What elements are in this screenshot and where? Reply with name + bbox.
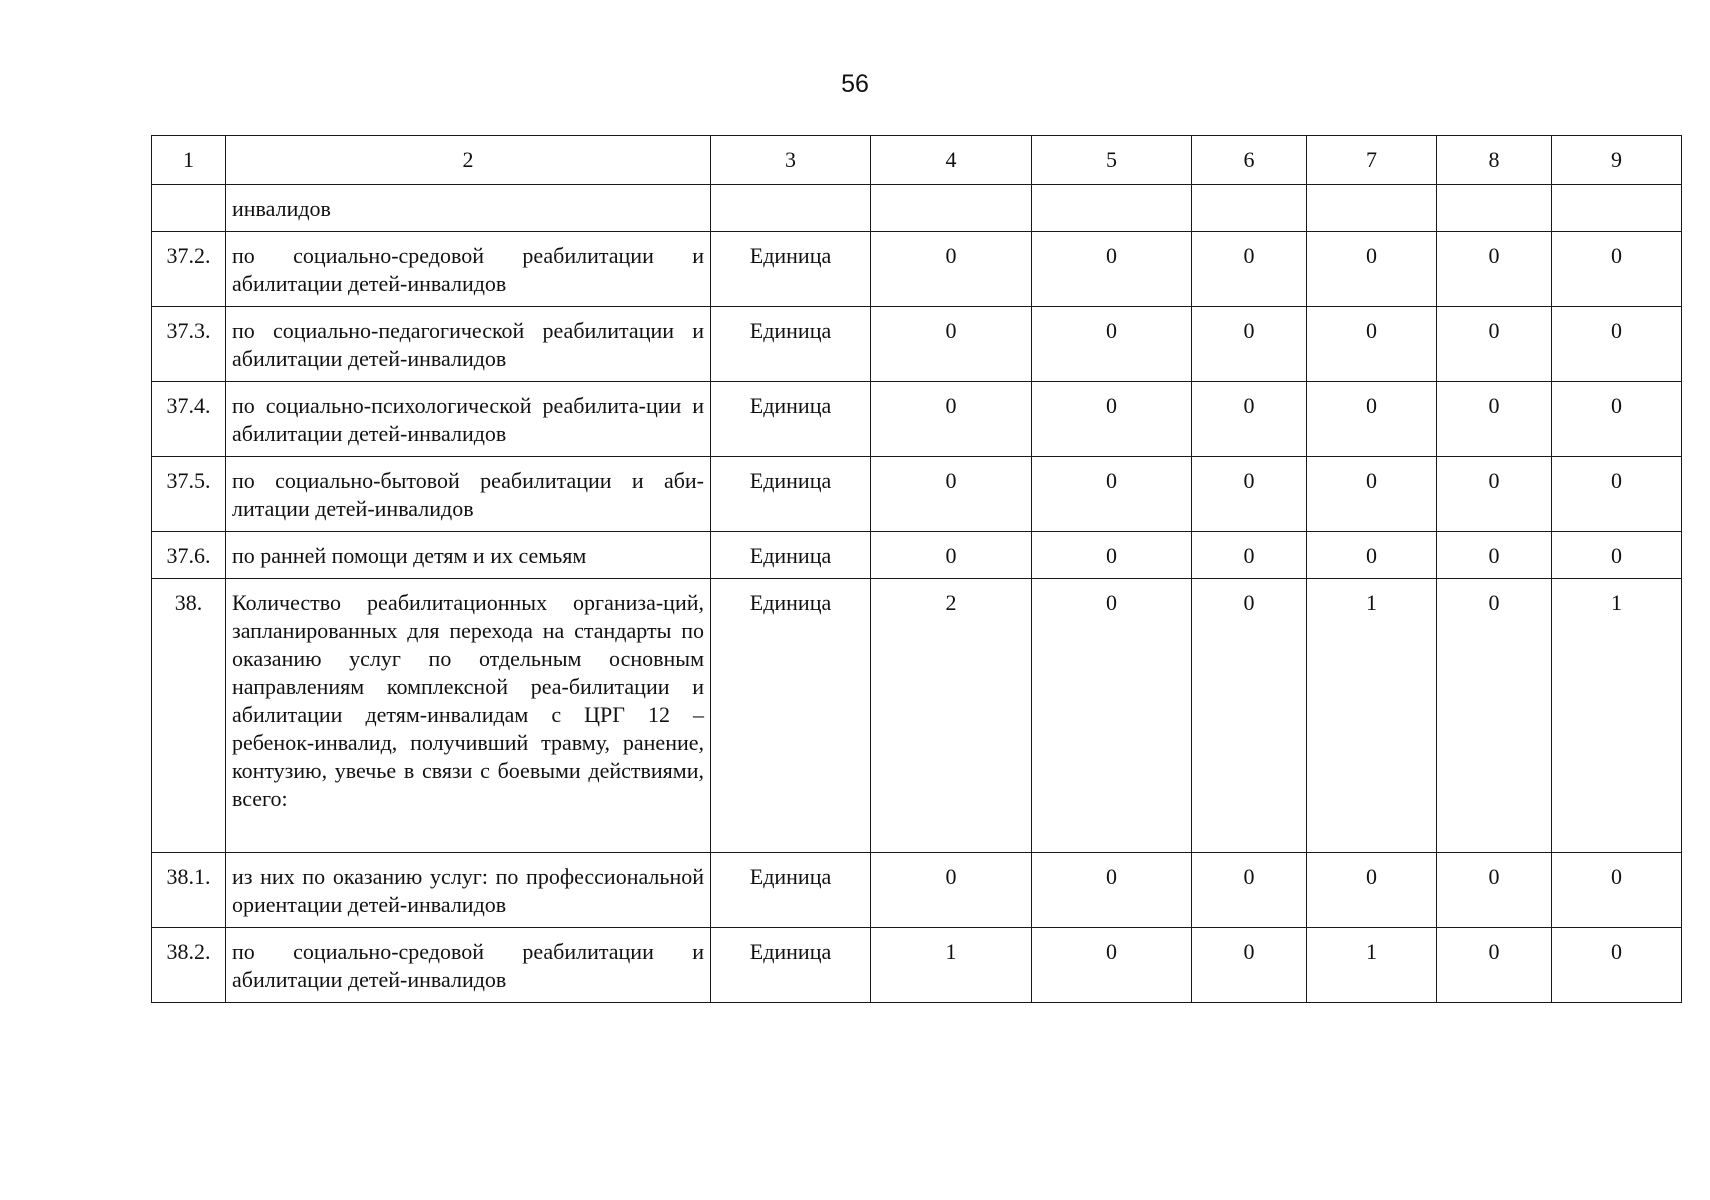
row-value: 0 [871, 307, 1032, 382]
row-value [1307, 185, 1437, 232]
row-unit [711, 185, 871, 232]
row-value: 1 [1307, 579, 1437, 853]
row-value: 0 [1192, 532, 1307, 579]
column-header: 7 [1307, 136, 1437, 185]
row-description: по социально-психологической реабилита-ции и абилитации детей-инвалидов [226, 382, 711, 457]
column-header: 1 [152, 136, 226, 185]
page-number: 56 [841, 70, 869, 98]
data-table [151, 135, 1682, 1003]
row-value: 0 [1307, 382, 1437, 457]
row-value: 0 [1032, 579, 1192, 853]
column-header: 6 [1192, 136, 1307, 185]
row-value: 0 [1192, 928, 1307, 1003]
column-header: 4 [871, 136, 1032, 185]
row-number: 37.2. [152, 232, 226, 307]
row-value: 0 [1437, 928, 1552, 1003]
column-header: 9 [1552, 136, 1682, 185]
row-value: 0 [1192, 232, 1307, 307]
row-value: 0 [1437, 232, 1552, 307]
row-value: 2 [871, 579, 1032, 853]
row-value: 0 [871, 457, 1032, 532]
row-number: 37.6. [152, 532, 226, 579]
row-value: 0 [1307, 307, 1437, 382]
row-number: 37.4. [152, 382, 226, 457]
row-value: 0 [1192, 382, 1307, 457]
row-value: 0 [1437, 853, 1552, 928]
row-unit: Единица [711, 382, 871, 457]
row-unit: Единица [711, 232, 871, 307]
row-value: 0 [1307, 853, 1437, 928]
row-description: по социально-бытовой реабилитации и аби-литации детей-инвалидов [226, 457, 711, 532]
table-row [152, 457, 1682, 532]
row-number: 38.1. [152, 853, 226, 928]
row-value: 0 [1437, 457, 1552, 532]
row-description: инвалидов [226, 185, 711, 232]
table-header-row [152, 136, 1682, 185]
row-value [1192, 185, 1307, 232]
row-number: 38. [152, 579, 226, 853]
row-value: 0 [1192, 457, 1307, 532]
row-value: 0 [1307, 232, 1437, 307]
table-row [152, 928, 1682, 1003]
row-value: 0 [1552, 928, 1682, 1003]
row-value: 1 [1307, 928, 1437, 1003]
row-value [1032, 185, 1192, 232]
row-value: 0 [871, 853, 1032, 928]
row-value: 0 [1307, 457, 1437, 532]
column-header: 8 [1437, 136, 1552, 185]
row-value: 0 [1437, 307, 1552, 382]
row-unit: Единица [711, 853, 871, 928]
row-unit: Единица [711, 457, 871, 532]
row-value: 0 [1032, 382, 1192, 457]
row-unit: Единица [711, 307, 871, 382]
row-description: из них по оказанию услуг: по профессиональной ориентации детей-инвалидов [226, 853, 711, 928]
table-row [152, 382, 1682, 457]
row-number: 37.3. [152, 307, 226, 382]
row-value: 0 [1032, 928, 1192, 1003]
row-value [871, 185, 1032, 232]
table-row [152, 853, 1682, 928]
row-value: 0 [1032, 532, 1192, 579]
row-value: 0 [1437, 579, 1552, 853]
row-value: 0 [1192, 579, 1307, 853]
row-value: 0 [1032, 457, 1192, 532]
table-row [152, 185, 1682, 232]
row-value: 0 [1032, 853, 1192, 928]
table-row [152, 232, 1682, 307]
column-header: 2 [226, 136, 711, 185]
row-number [152, 185, 226, 232]
table-row [152, 532, 1682, 579]
row-value: 0 [1552, 232, 1682, 307]
row-value: 0 [1192, 853, 1307, 928]
table-row [152, 579, 1682, 853]
row-value: 0 [1032, 232, 1192, 307]
row-description: по социально-средовой реабилитации и абилитации детей-инвалидов [226, 232, 711, 307]
row-value: 0 [1437, 382, 1552, 457]
row-value: 0 [871, 232, 1032, 307]
row-value: 0 [871, 382, 1032, 457]
row-value: 0 [1307, 532, 1437, 579]
row-value: 1 [1552, 579, 1682, 853]
row-description: Количество реабилитационных организа-ций, запланированных для перехода на стандарты по оказанию услуг по отдельным основным направлениям комплексной реа-билитации и абилитации детям-инвалидам с ЦРГ 12 – ребенок-инвалид, получивший травму, ранение, контузию, увечье в связи с боевыми действиями, всего: [226, 579, 711, 853]
row-value [1552, 185, 1682, 232]
row-value: 0 [1552, 853, 1682, 928]
row-unit: Единица [711, 579, 871, 853]
table-row [152, 307, 1682, 382]
row-number: 37.5. [152, 457, 226, 532]
row-value: 0 [1192, 307, 1307, 382]
row-description: по социально-средовой реабилитации и абилитации детей-инвалидов [226, 928, 711, 1003]
row-value: 0 [1437, 532, 1552, 579]
row-value: 0 [1552, 382, 1682, 457]
row-number: 38.2. [152, 928, 226, 1003]
row-value [1437, 185, 1552, 232]
column-header: 3 [711, 136, 871, 185]
row-value: 0 [1032, 307, 1192, 382]
row-value: 0 [1552, 307, 1682, 382]
row-value: 1 [871, 928, 1032, 1003]
row-unit: Единица [711, 532, 871, 579]
row-value: 0 [1552, 532, 1682, 579]
row-value: 0 [1552, 457, 1682, 532]
row-unit: Единица [711, 928, 871, 1003]
row-description: по ранней помощи детям и их семьям [226, 532, 711, 579]
row-description: по социально-педагогической реабилитации и абилитации детей-инвалидов [226, 307, 711, 382]
row-value: 0 [871, 532, 1032, 579]
column-header: 5 [1032, 136, 1192, 185]
